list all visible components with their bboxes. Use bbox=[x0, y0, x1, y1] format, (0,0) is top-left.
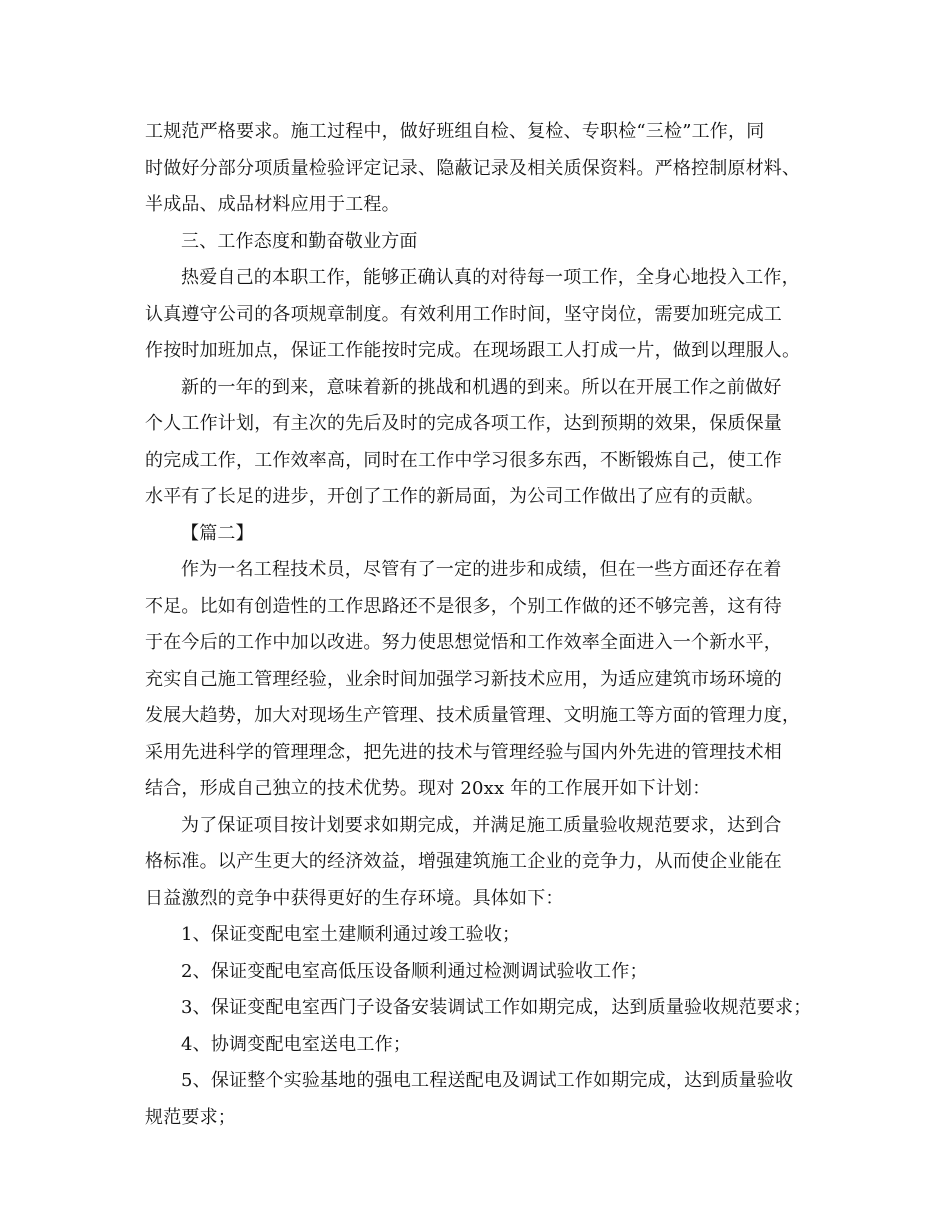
text-line: 5、保证整个实验基地的强电工程送配电及调试工作如期完成，达到质量验收 bbox=[181, 1070, 794, 1091]
text-line: 发展大趋势，加大对现场生产管理、技术质量管理、文明施工等方面的管理力度， bbox=[145, 705, 801, 726]
text-line: 日益激烈的竞争中获得更好的生存环境。具体如下： bbox=[145, 887, 564, 909]
text-line: 3、保证变配电室西门子设备安装调试工作如期完成，达到质量验收规范要求； bbox=[181, 997, 812, 1018]
text-line: 作按时加班加点，保证工作能按时完成。在现场跟工人打成一片，做到以理服人。 bbox=[145, 340, 801, 361]
text-line: 水平有了长足的进步，开创了工作的新局面，为公司工作做出了应有的贡献。 bbox=[145, 486, 764, 507]
text-line: 的完成工作，工作效率高，同时在工作中学习很多东西，不断锻炼自己，使工作 bbox=[145, 449, 782, 471]
text-line: 2、保证变配电室高低压设备顺利通过检测调试验收工作； bbox=[181, 960, 648, 982]
text-line: 半成品、成品材料应用于工程。 bbox=[145, 194, 400, 215]
text-line: 为了保证项目按计划要求如期完成，并满足施工质量验收规范要求，达到合 bbox=[181, 814, 782, 836]
text-line: 【篇二】 bbox=[181, 522, 254, 544]
text-line: 于在今后的工作中加以改进。努力使思想觉悟和工作效率全面进入一个新水平， bbox=[145, 632, 782, 653]
text-line: 充实自己施工管理经验，业余时间加强学习新技术应用，为适应建筑市场环境的 bbox=[145, 668, 782, 690]
text-line: 时做好分部分项质量检验评定记录、隐蔽记录及相关质保资料。严格控制原材料、 bbox=[145, 157, 801, 179]
text-line: 作为一名工程技术员，尽管有了一定的进步和成绩，但在一些方面还存在着 bbox=[181, 559, 782, 580]
text-line: 个人工作计划，有主次的先后及时的完成各项工作，达到预期的效果，保质保量 bbox=[145, 413, 782, 434]
text-line: 采用先进科学的管理理念，把先进的技术与管理经验与国内外先进的管理技术相 bbox=[145, 741, 782, 763]
text-line: 工规范严格要求。施工过程中，做好班组自检、复检、专职检“三检”工作，同 bbox=[145, 121, 765, 142]
text-line: 认真遵守公司的各项规章制度。有效利用工作时间，坚守岗位，需要加班完成工 bbox=[145, 303, 782, 325]
document-body bbox=[145, 114, 817, 1136]
text-line: 结合，形成自己独立的技术优势。现对 20xx 年的工作展开如下计划： bbox=[145, 778, 711, 799]
text-line: 不足。比如有创造性的工作思路还不是很多，个别工作做的还不够完善，这有待 bbox=[145, 595, 782, 617]
text-line: 格标准。以产生更大的经济效益，增强建筑施工企业的竞争力，从而使企业能在 bbox=[145, 851, 782, 872]
text-line: 1、保证变配电室土建顺利通过竣工验收； bbox=[181, 924, 521, 945]
text-line: 三、工作态度和勤奋敬业方面 bbox=[181, 230, 418, 252]
text-line: 热爱自己的本职工作，能够正确认真的对待每一项工作，全身心地投入工作， bbox=[181, 267, 800, 288]
text-line: 4、协调变配电室送电工作； bbox=[181, 1033, 412, 1055]
text-line: 新的一年的到来，意味着新的挑战和机遇的到来。所以在开展工作之前做好 bbox=[181, 376, 782, 398]
text-line: 规范要求； bbox=[145, 1106, 236, 1128]
